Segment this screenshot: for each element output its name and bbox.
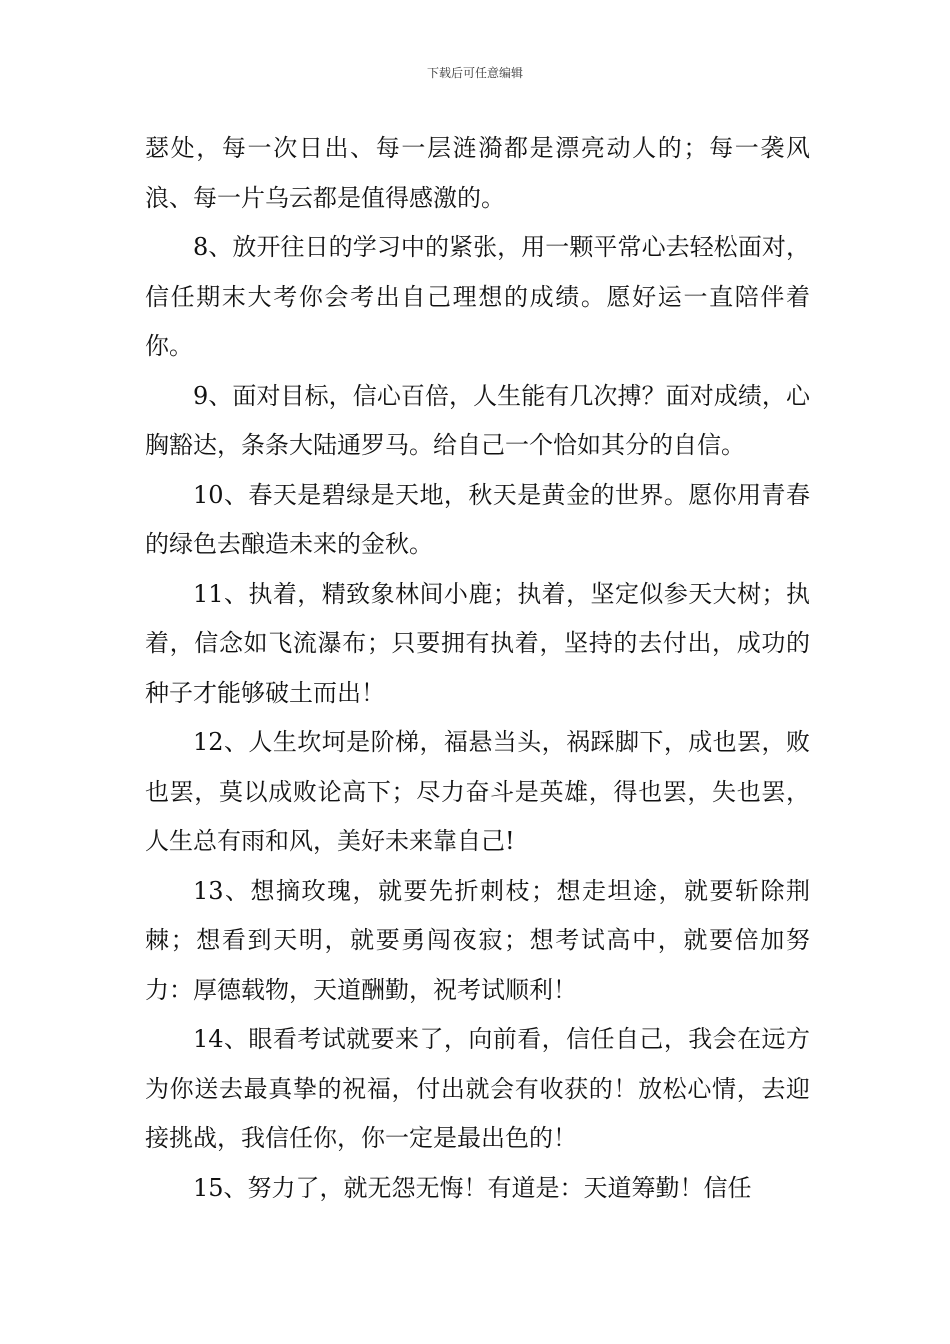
- paragraph-12: 12、人生坎坷是阶梯，福悬当头，祸踩脚下，成也罢，败也罢，莫以成败论高下；尽力奋斗是英雄，得也罢，失也罢，人生总有雨和风，美好未来靠自己!: [145, 728, 810, 855]
- page-header: 下载后可任意编辑: [426, 66, 523, 80]
- paragraph-15: 15、努力了，就无怨无悔！有道是：天道筹勤！信任: [193, 1173, 752, 1202]
- paragraph-continued: 瑟处，每一次日出、每一层涟漪都是漂亮动人的；每一袭风浪、每一片乌云都是值得感激的。: [145, 134, 810, 212]
- paragraph-9: 9、面对目标，信心百倍，人生能有几次搏？面对成绩，心胸豁达，条条大陆通罗马。给自己一个恰如其分的自信。: [145, 381, 810, 459]
- paragraph-14: 14、眼看考试就要来了，向前看，信任自己，我会在远方为你送去最真挚的祝福，付出就会有收获的！放松心情，去迎接挑战，我信任你，你一定是最出色的！: [145, 1025, 810, 1152]
- paragraph-10: 10、春天是碧绿是天地，秋天是黄金的世界。愿你用青春的绿色去酿造未来的金秋。: [145, 480, 810, 558]
- paragraph-11: 11、执着，精致象林间小鹿；执着，坚定似参天大树；执着，信念如飞流瀑布；只要拥有执着，坚持的去付出，成功的种子才能够破土而出！: [145, 579, 810, 707]
- paragraph-13: 13、想摘玫瑰，就要先折刺枝；想走坦途，就要斩除荆棘；想看到天明，就要勇闯夜寂；想考试高中，就要倍加努力：厚德载物，天道酬勤，祝考试顺利！: [145, 876, 810, 1004]
- document-body: [145, 124, 810, 1213]
- paragraph-8: 8、放开往日的学习中的紧张，用一颗平常心去轻松面对，信任期末大考你会考出自己理想的成绩。愿好运一直陪伴着你。: [145, 233, 810, 360]
